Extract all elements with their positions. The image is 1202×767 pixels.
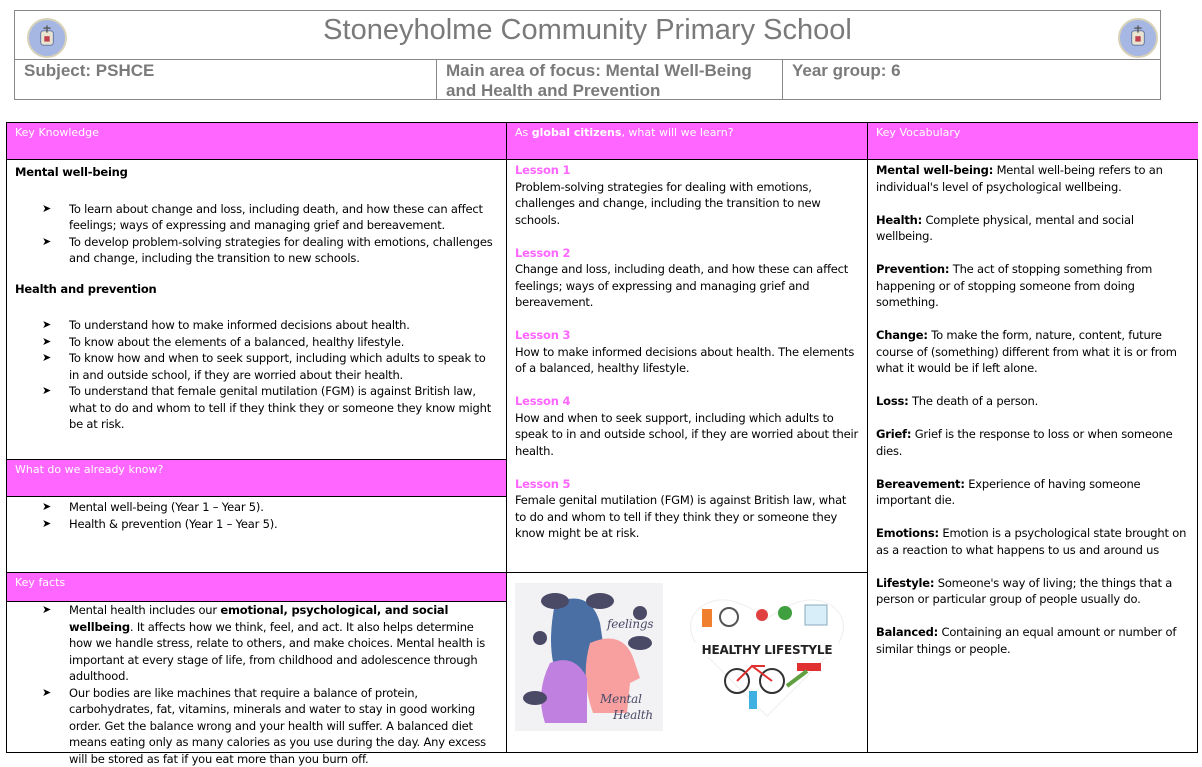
right-column xyxy=(868,123,1198,752)
arrow-bullet-icon: ➤ xyxy=(42,334,51,351)
list-item: ➤ Our bodies are like machines that require a balance of protein, carbohydrates, fat, vitamins, minerals and water to stay in good working order. Get the balance wrong and your health will suffer. A balanced diet means eating only as many calories as you use during the day. Any excess will be stored as fat if you eat more than you burn off. xyxy=(15,685,498,767)
illustrations xyxy=(507,572,867,754)
list-item: ➤ To understand that female genital mutilation (FGM) is against British law, what to do and whom to tell if they think they or someone they know might be at risk. xyxy=(15,383,498,433)
vocab-item: Emotions: Emotion is a psychological state brought on as a reaction to what happens to us and around us xyxy=(876,525,1190,558)
list-item: ➤ To learn about change and loss, including death, and how these can affect feelings; ways of expressing and managing grief and bereavement. xyxy=(15,201,498,234)
arrow-bullet-icon: ➤ xyxy=(42,499,51,516)
lesson-item: Lesson 3 How to make informed decisions about health. The elements of a balanced, healthy lifestyle. xyxy=(515,327,859,377)
arrow-bullet-icon: ➤ xyxy=(42,383,51,400)
mental-health-illustration xyxy=(515,583,663,731)
list-item: ➤ To know how and when to seek support, including which adults to speak to in and outside school, if they are worried about their health. xyxy=(15,350,498,383)
key-vocabulary-heading: Key Vocabulary xyxy=(868,123,1198,160)
school-name: Stoneyholme Community Primary School xyxy=(15,11,1160,60)
lesson-item: Lesson 5 Female genital mutilation (FGM) is against British law, what to do and whom to tell if they think they or someone they know might be at risk. xyxy=(515,476,859,542)
svg-text:Mental: Mental xyxy=(599,692,642,706)
vocabulary-list xyxy=(868,160,1198,754)
year-group-label: Year group: 6 xyxy=(783,60,1161,100)
arrow-bullet-icon: ➤ xyxy=(42,685,51,702)
already-know-body xyxy=(7,497,506,572)
lesson-item: Lesson 4 How and when to seek support, including which adults to speak to in and outside school, if they are worried about their health. xyxy=(515,393,859,459)
school-crest-icon xyxy=(27,18,67,58)
key-facts-heading: Key facts xyxy=(7,572,506,602)
knowledge-organiser-table xyxy=(6,122,1198,753)
list-item: ➤ Mental health includes our emotional, psychological, and social wellbeing. It affects how we think, feel, and act. It also helps determine how we handle stress, relate to others, and make choices. Mental health is important at every stage of life, from childhood and adolescence through adulthood. xyxy=(15,602,498,685)
vocab-item: Health: Complete physical, mental and social wellbeing. xyxy=(876,212,1190,245)
lesson-item: Lesson 1 Problem-solving strategies for dealing with emotions, challenges and change, including the transition to new schools. xyxy=(515,162,859,228)
arrow-bullet-icon: ➤ xyxy=(42,350,51,367)
healthy-lifestyle-illustration xyxy=(687,591,847,719)
school-crest-icon xyxy=(1118,18,1158,58)
key-knowledge-heading: Key Knowledge xyxy=(7,123,506,160)
section-title: Health and prevention xyxy=(15,281,498,298)
list-item: ➤ To understand how to make informed decisions about health. xyxy=(15,317,498,334)
section-title: Mental well-being xyxy=(15,164,498,181)
list-item: ➤ To develop problem-solving strategies for dealing with emotions, challenges and change, including the transition to new schools. xyxy=(15,234,498,267)
svg-text:Health: Health xyxy=(612,708,653,722)
arrow-bullet-icon: ➤ xyxy=(42,516,51,533)
svg-text:feelings: feelings xyxy=(606,617,653,631)
already-know-heading: What do we already know? xyxy=(7,459,506,497)
key-knowledge-body xyxy=(7,160,506,459)
subject-label: Subject: PSHCE xyxy=(15,60,437,100)
key-facts-body xyxy=(7,602,506,754)
list-item: ➤ Health & prevention (Year 1 – Year 5). xyxy=(15,516,498,533)
list-item: ➤ Mental well-being (Year 1 – Year 5). xyxy=(15,499,498,516)
vocab-item: Grief: Grief is the response to loss or when someone dies. xyxy=(876,426,1190,459)
lessons-list xyxy=(507,160,867,572)
vocab-item: Balanced: Containing an equal amount or number of similar things or people. xyxy=(876,624,1190,657)
list-item: ➤ To know about the elements of a balanced, healthy lifestyle. xyxy=(15,334,498,351)
svg-text:HEALTHY LIFESTYLE: HEALTHY LIFESTYLE xyxy=(702,643,833,657)
document-header xyxy=(14,10,1161,100)
focus-label: Main area of focus: Mental Well-Being and Health and Prevention xyxy=(437,60,783,100)
middle-column xyxy=(507,123,868,752)
lesson-item: Lesson 2 Change and loss, including death, and how these can affect feelings; ways of expressing and managing grief and bereavement. xyxy=(515,245,859,311)
vocab-item: Loss: The death of a person. xyxy=(876,393,1190,410)
vocab-item: Mental well-being: Mental well-being refers to an individual's level of psychological wellbeing. xyxy=(876,162,1190,195)
arrow-bullet-icon: ➤ xyxy=(42,602,51,619)
arrow-bullet-icon: ➤ xyxy=(42,317,51,334)
arrow-bullet-icon: ➤ xyxy=(42,201,51,218)
global-citizens-heading: As global citizens, what will we learn? xyxy=(507,123,867,160)
vocab-item: Change: To make the form, nature, content, future course of (something) different from what it is or from what it would be if left alone. xyxy=(876,327,1190,377)
vocab-item: Bereavement: Experience of having someone important die. xyxy=(876,476,1190,509)
left-column xyxy=(7,123,507,752)
vocab-item: Lifestyle: Someone's way of living; the things that a person or particular group of people usually do. xyxy=(876,575,1190,608)
arrow-bullet-icon: ➤ xyxy=(42,234,51,251)
vocab-item: Prevention: The act of stopping something from happening or of stopping someone from doing something. xyxy=(876,261,1190,311)
